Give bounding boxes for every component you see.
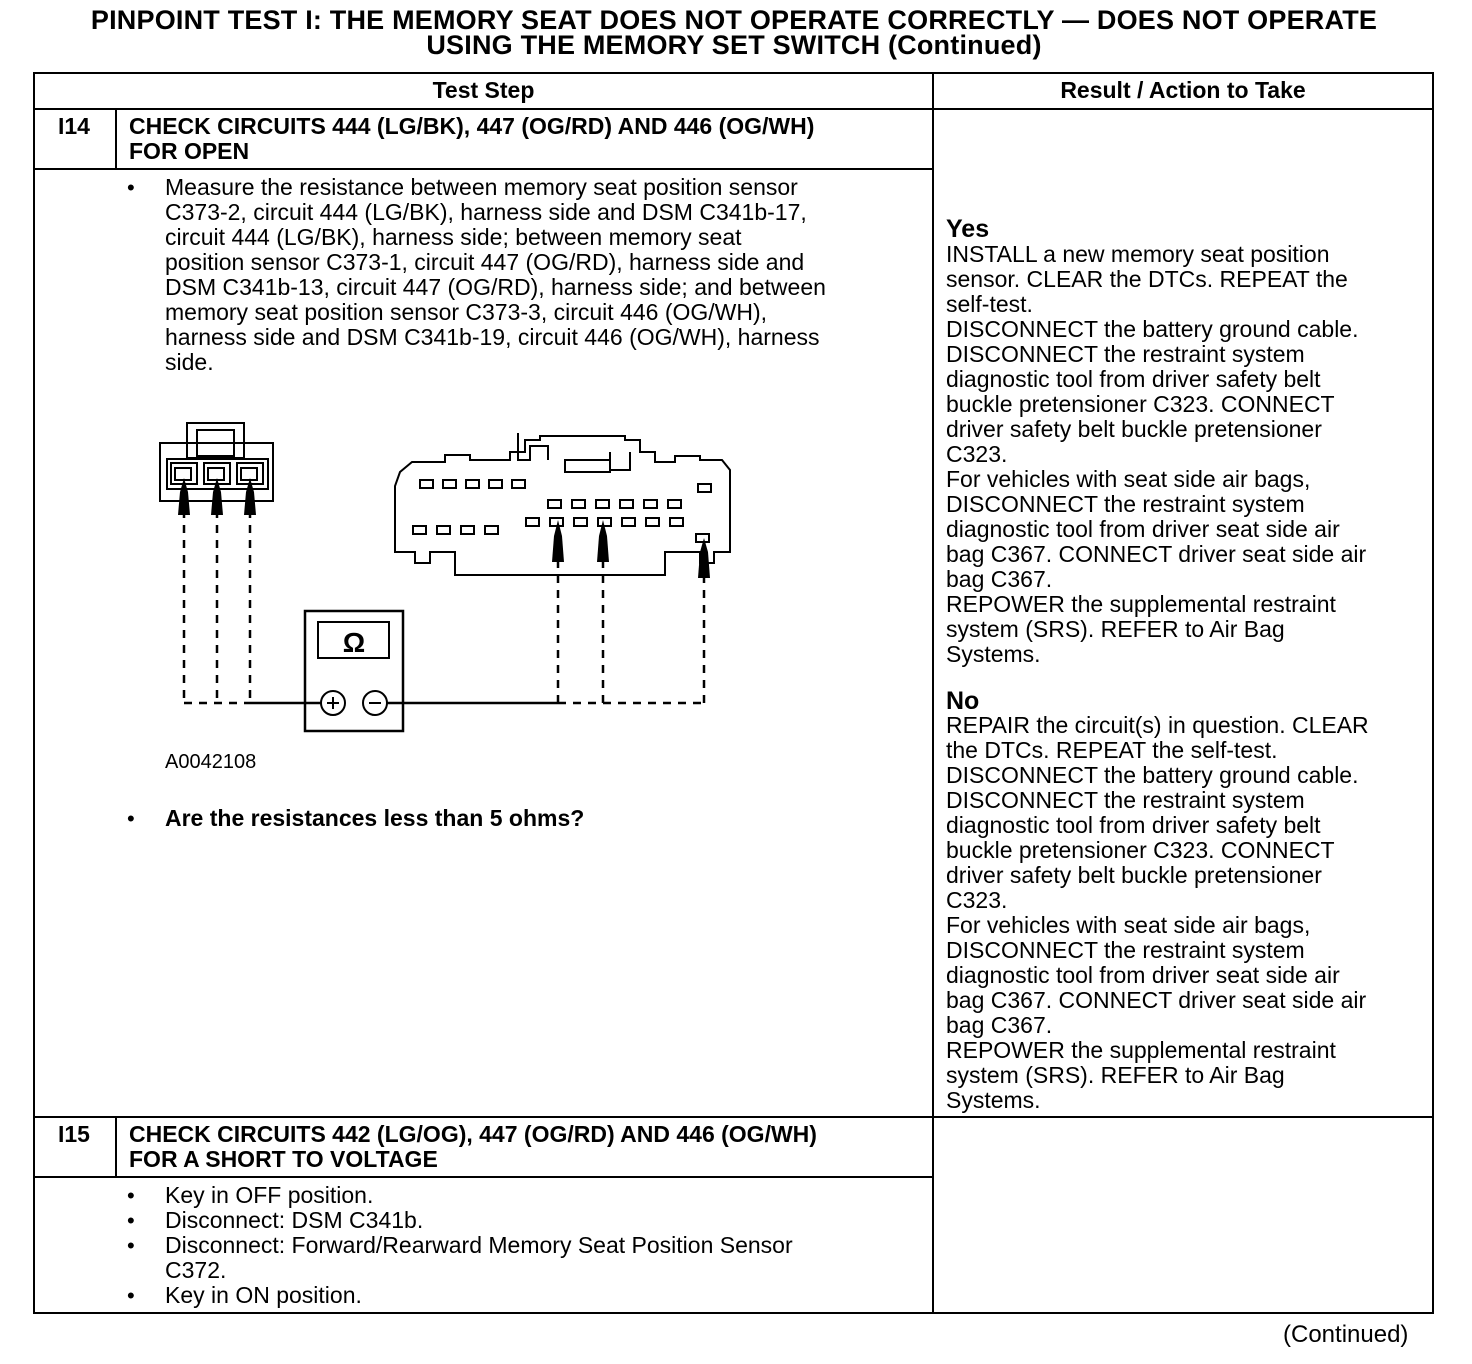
- page-title: [34, 5, 1434, 60]
- bullet-marker: •: [127, 806, 135, 831]
- step-i15-bullet-3: Disconnect: Forward/Rearward Memory Seat Position Sensor C372.: [165, 1232, 793, 1283]
- probe-tips: [178, 478, 710, 578]
- step-heading-i15-line1: CHECK CIRCUITS 442 (LG/OG), 447 (OG/RD) AND 446 (OG/WH): [129, 1121, 817, 1147]
- result-no-label: No: [946, 687, 980, 715]
- result-yes-label: Yes: [946, 215, 990, 243]
- figure-id: A0042108: [165, 751, 257, 773]
- step-heading-i14-line1: CHECK CIRCUITS 444 (LG/BK), 447 (OG/RD) AND 446 (OG/WH): [129, 113, 815, 139]
- step-id-i15: I15: [58, 1121, 90, 1147]
- bullet-marker: •: [127, 1233, 135, 1258]
- step-i14-question: Are the resistances less than 5 ohms?: [165, 805, 585, 831]
- header-test-step: Test Step: [432, 77, 535, 103]
- step-heading-i15-line2: FOR A SHORT TO VOLTAGE: [129, 1146, 438, 1172]
- header-result: Result / Action to Take: [1060, 77, 1306, 103]
- step-i15-bullet-2: Disconnect: DSM C341b.: [165, 1207, 424, 1233]
- bullet-marker: •: [127, 175, 135, 200]
- step-heading-i14-line2: FOR OPEN: [129, 138, 250, 164]
- result-no-text: REPAIR the circuit(s) in question. CLEAR the DTCs. REPEAT the self-test. DISCONNECT the battery ground cable. DISCONNECT the restraint system diagnostic tool from driver safety belt buckle pretensioner C323. CONNECT driver safety belt buckle pretensioner C323. For vehicles with seat side air bags, DISCONNECT the restraint system diagnostic tool from driver seat side air bag C367. CONNECT driver seat side air bag C367. REPOWER the supplemental restraint system (SRS). REFER to Air Bag Systems.: [946, 712, 1369, 1113]
- result-yes-text: INSTALL a new memory seat position sensor. CLEAR the DTCs. REPEAT the self-test. DISCONNECT the battery ground cable. DISCONNECT the restraint system diagnostic tool from driver safety belt buckle pretensioner C323. CONNECT driver safety belt buckle pretensioner C323. For vehicles with seat side air bags, DISCONNECT the restraint system diagnostic tool from driver seat side air bag C367. CONNECT driver seat side air bag C367. REPOWER the supplemental restraint system (SRS). REFER to Air Bag Systems.: [946, 241, 1367, 667]
- step-i15-bullet-4: Key in ON position.: [165, 1282, 362, 1308]
- continued-note: (Continued): [1283, 1321, 1409, 1348]
- resistance-measurement-diagram: [150, 420, 750, 750]
- title-line-2: USING THE MEMORY SET SWITCH (Continued): [426, 30, 1042, 60]
- bullet-marker: •: [127, 1283, 135, 1308]
- step-i15-bullet-1: Key in OFF position.: [165, 1182, 374, 1208]
- step-i14-instruction: Measure the resistance between memory seat position sensor C373-2, circuit 444 (LG/BK), harness side and DSM C341b-17, circuit 444 (LG/BK), harness side; between memory seat position sensor C373-1, circuit 447 (OG/RD), harness side and DSM C341b-13, circuit 447 (OG/RD), harness side; and between memory seat position sensor C373-3, circuit 446 (OG/WH), harness side and DSM C341b-19, circuit 446 (OG/WH), harness side.: [165, 174, 826, 375]
- ohm-symbol: Ω: [342, 627, 366, 658]
- probe-wires: [184, 510, 704, 703]
- title-line-1: PINPOINT TEST I: THE MEMORY SEAT DOES NOT OPERATE CORRECTLY — DOES NOT OPERATE: [90, 5, 1378, 35]
- bullet-marker: •: [127, 1208, 135, 1233]
- bullet-marker: •: [127, 1183, 135, 1208]
- step-id-i14: I14: [58, 113, 90, 139]
